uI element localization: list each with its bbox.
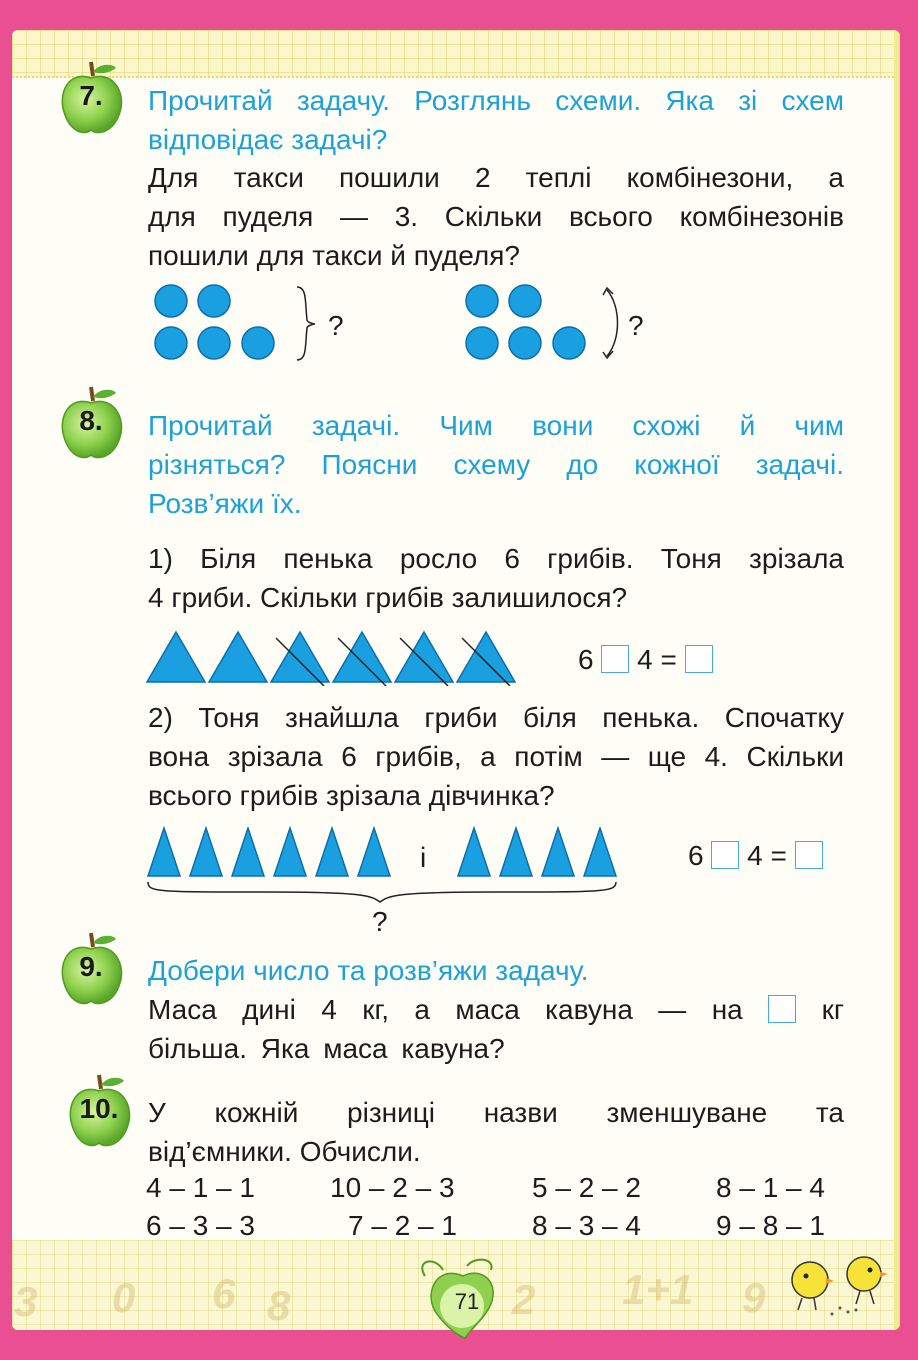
decor-digit: 2 — [512, 1276, 536, 1323]
equation-operand: 4 = — [747, 840, 787, 871]
triangle-mark — [232, 828, 264, 876]
bottom-brace — [148, 882, 616, 902]
expression: 4 – 1 – 1 — [146, 1172, 255, 1203]
text-line: Добери число та розв’яжи задачу. — [148, 955, 589, 986]
circle-mark — [242, 327, 274, 359]
text-line — [148, 990, 844, 1029]
scheme-2-and-label: і — [420, 842, 427, 873]
task-7-problem — [148, 158, 844, 275]
text-line: більша. Яка маса кавуна? — [148, 1033, 505, 1064]
task-9-instruction — [148, 951, 844, 990]
expression: 10 – 2 – 3 — [330, 1172, 455, 1203]
text-line: У кожній різниці назви зменшуване та — [148, 1097, 844, 1128]
task-8-problem-1 — [148, 539, 844, 617]
curly-brace — [297, 287, 315, 360]
decor-digit: 3 — [14, 1278, 38, 1325]
equation-operand: 4 = — [637, 644, 677, 675]
task-9-apple-icon — [58, 929, 124, 1009]
triangle-mark — [147, 632, 205, 682]
text-line: всього грибів зрізала дівчинка? — [148, 780, 555, 811]
triangle-mark — [209, 632, 267, 682]
text-line: 4 гриби. Скільки грибів залишилося? — [148, 582, 628, 613]
circle-mark — [155, 285, 187, 317]
triangle-mark — [500, 828, 532, 876]
decor-digit: 9 — [742, 1274, 766, 1321]
circle-mark — [466, 285, 498, 317]
number-box[interactable] — [768, 995, 796, 1023]
expression: 7 – 2 – 1 — [348, 1210, 457, 1241]
scheme-2-question: ? — [372, 906, 388, 937]
triangle-mark — [316, 828, 348, 876]
expression: 6 – 3 – 3 — [146, 1210, 255, 1241]
text-line: вона зрізала 6 грибів, а потім — ще 4. Скільки — [148, 741, 844, 772]
text-part: Маса дині 4 кг, а маса кавуна — на — [148, 994, 743, 1025]
task-8-equation-1 — [578, 644, 713, 676]
task-8-instruction — [148, 406, 844, 523]
text-line: 1) Біля пенька росло 6 грибів. Тоня зрізала — [148, 543, 844, 574]
task-8-problem-2 — [148, 698, 844, 815]
text-line: пошили для такси й пуделя? — [148, 240, 520, 271]
task-number: 9. — [79, 951, 103, 982]
task-10-instruction — [148, 1093, 844, 1171]
triangle-mark — [584, 828, 616, 876]
top-grid-strip — [12, 30, 894, 78]
decor-digit: 0 — [112, 1274, 136, 1321]
task-8-scheme-1 — [146, 630, 526, 686]
text-line: відповідає задачі? — [148, 124, 388, 155]
answer-box[interactable] — [685, 645, 713, 673]
chicks-illustration-icon — [780, 1248, 900, 1318]
circle-mark — [155, 327, 187, 359]
circle-mark — [198, 285, 230, 317]
scheme-a — [155, 285, 315, 360]
task-9-problem — [148, 990, 844, 1068]
circle-mark — [509, 327, 541, 359]
triangle-mark — [274, 828, 306, 876]
text-line: Прочитай задачі. Чим вони схожі й чим — [148, 410, 844, 441]
page-number: 71 — [454, 1289, 480, 1314]
text-part: кг — [821, 994, 845, 1025]
circle-mark — [198, 327, 230, 359]
task-number: 7. — [79, 80, 103, 111]
text-line: для пуделя — 3. Скільки всього комбінезонів — [148, 201, 844, 232]
text-line: від’ємники. Обчисли. — [148, 1136, 421, 1167]
answer-box[interactable] — [795, 841, 823, 869]
task-7-apple-icon — [58, 58, 124, 138]
scheme-b — [466, 285, 618, 359]
triangle-mark — [190, 828, 222, 876]
expression: 5 – 2 – 2 — [532, 1172, 641, 1203]
expression: 8 – 3 – 4 — [532, 1210, 641, 1241]
task-8-equation-2 — [688, 840, 823, 872]
triangle-mark — [358, 828, 390, 876]
text-line: Прочитай задачу. Розглянь схеми. Яка зі схем — [148, 85, 844, 116]
equation-operand: 6 — [578, 644, 594, 675]
scheme-a-question: ? — [328, 310, 344, 341]
text-line: 2) Тоня знайшла гриби біля пенька. Спочатку — [148, 702, 844, 733]
expression: 8 – 1 – 4 — [716, 1172, 825, 1203]
curved-arrow — [607, 290, 618, 356]
triangle-mark-crossed — [333, 632, 391, 682]
circle-mark — [509, 285, 541, 317]
operator-box[interactable] — [711, 841, 739, 869]
triangle-mark-crossed — [395, 632, 453, 682]
task-number: 10. — [79, 1093, 119, 1124]
task-8-apple-icon — [58, 383, 124, 463]
text-line: Для такси пошили 2 теплі комбінезони, а — [148, 162, 844, 193]
triangle-mark — [458, 828, 490, 876]
circle-mark — [553, 327, 585, 359]
triangle-mark-crossed — [271, 632, 329, 682]
expression: 9 – 8 – 1 — [716, 1210, 825, 1241]
task-8-scheme-2 — [146, 826, 626, 904]
operator-box[interactable] — [601, 645, 629, 673]
equation-operand: 6 — [688, 840, 704, 871]
decor-digit: 8 — [267, 1282, 291, 1329]
triangle-mark — [542, 828, 574, 876]
decor-digit: 6 — [212, 1270, 236, 1317]
text-line: Розв’яжи їх. — [148, 488, 302, 519]
decor-digit: 1+1 — [622, 1266, 694, 1313]
scheme-b-question: ? — [628, 310, 644, 341]
task-10-apple-icon — [66, 1071, 132, 1151]
triangle-mark — [148, 828, 180, 876]
task-number: 8. — [79, 405, 103, 436]
text-line: різняться? Поясни схему до кожної задачі. — [148, 449, 844, 480]
task-7-instruction — [148, 81, 844, 159]
task-7-schemes — [145, 282, 655, 364]
circle-mark — [466, 327, 498, 359]
triangle-mark-crossed — [457, 632, 515, 682]
